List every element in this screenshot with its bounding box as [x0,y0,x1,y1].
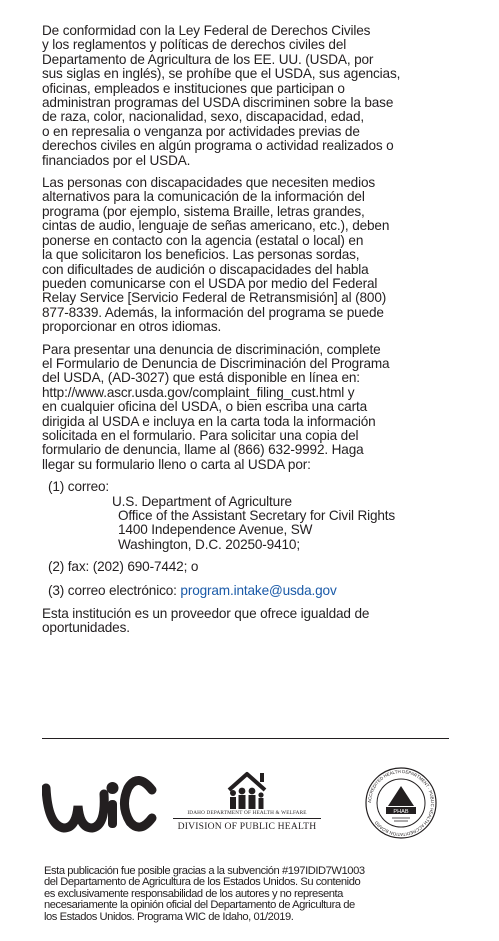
wic-text: WIC [42,766,44,767]
grant-footnote: Esta publicación fue posible gracias a la subvención #197IDID7W1003 del Departamento de Agricultura de los Estados Unidos. Su contenido es exclusivamente responsabilidad de los autores y no representa necesariamente la opinión oficial del Departamento de Agricultura de los Estados Unidos. Programa WIC de Idaho, 01/2019. [44,865,365,923]
idaho-dhw-logo [167,766,327,840]
mail-address-block [42,480,458,552]
closing-statement: Esta institución es un proveedor que ofrece igualdad de oportunidades. [42,606,370,636]
logo-row [42,766,458,840]
family-house-icon [167,766,327,810]
mail-address-rest: Office of the Assistant Secretary for Civil Rights 1400 Independence Avenue, SW Washington, D.C. 20250-9410; [118,508,396,552]
wic-logo [42,766,157,840]
idaho-rule [173,818,321,819]
paragraph-civil-rights: De conformidad con la Ley Federal de Derechos Civiles y los reglamentos y políticas de derechos civiles del Departamento de Agricultura de los EE. UU. (USDA, por sus siglas en inglés), se prohíbe que el USDA, sus agencias, oficinas, empleados e instituciones que participan o administran programas del USDA discriminen sobre la base de raza, color, nacionalidad, sexo, discapacidad, edad, o en represalia o venganza por actividades previas de derechos civiles en algún programa o actividad realizados o financiados por el USDA. [42,23,401,168]
mail-prefix: (1) correo: [48,479,110,495]
divider [42,738,449,739]
email-prefix: (3) correo electrónico: [48,582,181,598]
phab-ring-text: ACCREDITED HEALTH DEPARTMENT · PUBLIC HEALTH ACCREDITATION BOARD [366,768,436,838]
fax-line: (2) fax: (202) 690-7442; o [48,559,199,575]
idaho-department-name: IDAHO DEPARTMENT OF HEALTH & WELFARE [187,810,307,816]
paragraph-disabilities: Las personas con discapacidades que necesiten medios alternativos para la comunicación de la información del programa (por ejemplo, sistema Braille, letras grandes, cintas de audio, lenguaje de señas americano, etc.), deben ponerse en contacto con la agencia (estatal o local) en la que solicitaron los beneficios. Las personas sordas, con dificultades de audición o discapacidades del habla pueden comunicarse con el USDA por medio del Federal Relay Service [Servicio Federal de Retransmisión] al (800) 877-8339. Además, la información del programa se puede proporcionar en otros idiomas. [42,175,390,335]
email-line [48,584,458,598]
phab-seal-logo [364,766,438,840]
paragraph-complaint: Para presentar una denuncia de discriminación, complete el Formulario de Denuncia de Discriminación del Programa del USDA, (AD-3027) que está disponible en línea en: http://www.ascr.usda.gov/complaint_filing_cust.html y en cualquier oficina del USDA, o bien escriba una carta dirigida al USDA e incluya en la carta toda la información solicitada en el formulario. Para solicitar una copia del formulario de denuncia, llame al (866) 632-9992. Haga llegar su formulario lleno o carta al USDA por: [42,341,390,472]
mail-address-line-1: U.S. Department of Agriculture [112,493,292,509]
email-link[interactable]: program.intake@usda.gov [180,582,337,598]
division-name: DIVISION OF PUBLIC HEALTH [177,821,317,832]
nondiscrimination-statement [42,24,458,644]
phab-text: PHAB [393,808,409,815]
